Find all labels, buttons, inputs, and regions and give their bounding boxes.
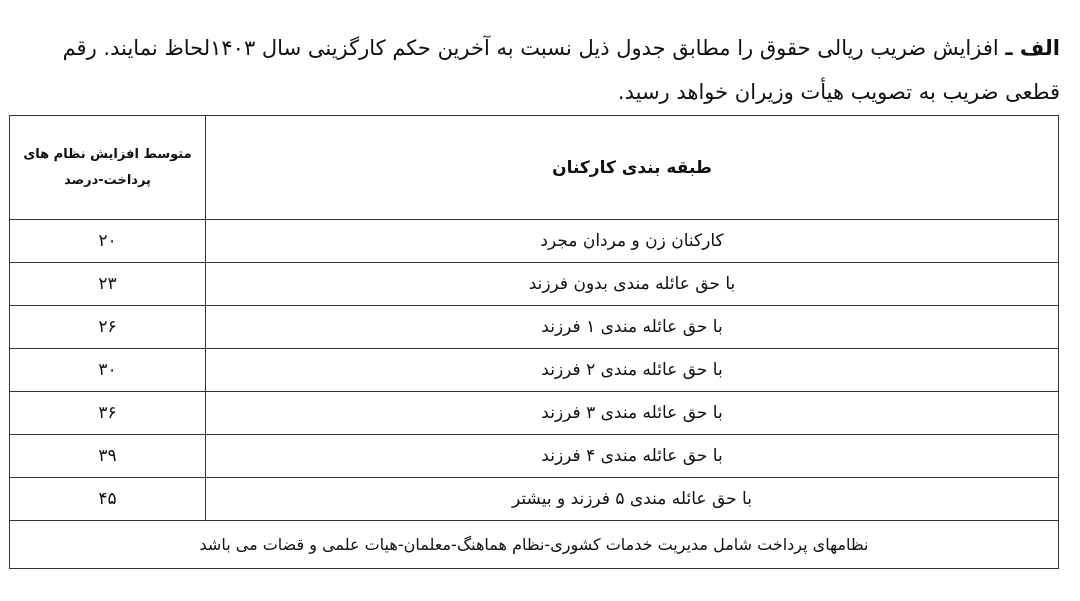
- row-classification: با حق عائله مندی بدون فرزند: [206, 263, 1059, 306]
- row-classification: با حق عائله مندی ۳ فرزند: [206, 392, 1059, 435]
- table-row: [10, 349, 1059, 392]
- header-average-increase: [10, 116, 206, 220]
- table-row: [10, 306, 1059, 349]
- table-note-row: [10, 521, 1059, 569]
- row-value: ۴۵: [10, 478, 206, 521]
- header-average-line1: متوسط افزایش نظام های: [23, 146, 192, 162]
- table-row: [10, 392, 1059, 435]
- clause-label: الف ـ: [1005, 36, 1060, 60]
- row-classification: با حق عائله مندی ۴ فرزند: [206, 435, 1059, 478]
- row-value: ۲۶: [10, 306, 206, 349]
- row-classification: با حق عائله مندی ۵ فرزند و بیشتر: [206, 478, 1059, 521]
- row-value: ۳۹: [10, 435, 206, 478]
- intro-text: افزایش ضریب ریالی حقوق را مطابق جدول ذیل نسبت به آخرین حکم کارگزینی سال ۱۴۰۳لحاظ نمایند. رقم قطعی ضریب به تصویب هیأت وزیران خواهد رسید.: [62, 36, 1060, 104]
- table-header-row: [10, 116, 1059, 220]
- row-value: ۳۶: [10, 392, 206, 435]
- row-classification: با حق عائله مندی ۱ فرزند: [206, 306, 1059, 349]
- row-value: ۲۳: [10, 263, 206, 306]
- header-classification: طبقه بندی کارکنان: [206, 116, 1059, 220]
- intro-paragraph: [14, 26, 1060, 114]
- header-average-line2: پرداخت-درصد: [64, 172, 151, 188]
- row-classification: کارکنان زن و مردان مجرد: [206, 220, 1059, 263]
- table-row: [10, 263, 1059, 306]
- salary-increase-table: [9, 115, 1059, 569]
- row-value: ۲۰: [10, 220, 206, 263]
- row-classification: با حق عائله مندی ۲ فرزند: [206, 349, 1059, 392]
- table-row: [10, 478, 1059, 521]
- table-row: [10, 435, 1059, 478]
- table-note: نظامهای پرداخت شامل مدیریت خدمات کشوری-نظام هماهنگ-معلمان-هیات علمی و قضات می باشد: [10, 521, 1059, 569]
- row-value: ۳۰: [10, 349, 206, 392]
- table-row: [10, 220, 1059, 263]
